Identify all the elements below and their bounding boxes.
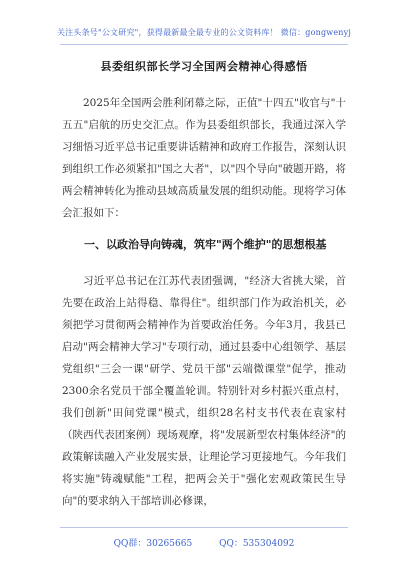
section-paragraph: 习近平总书记在江苏代表团强调，"经济大省挑大梁，首先要在政治上站得稳、靠得住"。组织部门作为政治机关，必须把学习贯彻两会精神作为首要政治任务。今年3月，我县已启动"两会精神大学习"专项行动，通过县委中心组领学、基层党组织"三会一课"研学、党员干部"云端微课堂"促学，推动2300余名党员干部全覆盖轮训。特别针对乡村振兴重点村，我们创新"田间党课"模式，组织28名村支书代表在袁家村（陕西代表团案例）现场观摩，将"发展新型农村集体经济"的政策解读融入产业发展实景，让理论学习更接地气。今年我们将实施"铸魂赋能"工程，把两会关于"强化宏观政策民生导向"的要求纳入干部培训必修课， [62,275,346,507]
footer-qq: QQ：535304092 [219,539,295,549]
header-divider [60,44,348,45]
intro-paragraph: 2025年全国两会胜利闭幕之际，正值"十四五"收官与"十五五"启航的历史交汇点。作为县委组织部长，我通过深入学习细悟习近平总书记重要讲话精神和政府工作报告，深刻认识到组织工作必须紧扣"国之大者"，以"四个导向"破题开路，将两会精神转化为推动县域高质量发展的组织动能。现将学习体会汇报如下： [62,97,346,219]
document-title: 县委组织部长学习全国两会精神心得感悟 [100,60,308,73]
footer-qq-group: QQ群：30265665 [113,539,193,549]
footer-divider [60,527,348,528]
section-heading: 一、以政治导向铸魂，筑牢"两个维护"的思想根基 [84,238,327,251]
header-promo-text: 关注头条号"公文研究"，获得最新最全最专业的公文资料库！ 微信：gongwenyj [56,28,352,37]
footer [0,536,408,549]
